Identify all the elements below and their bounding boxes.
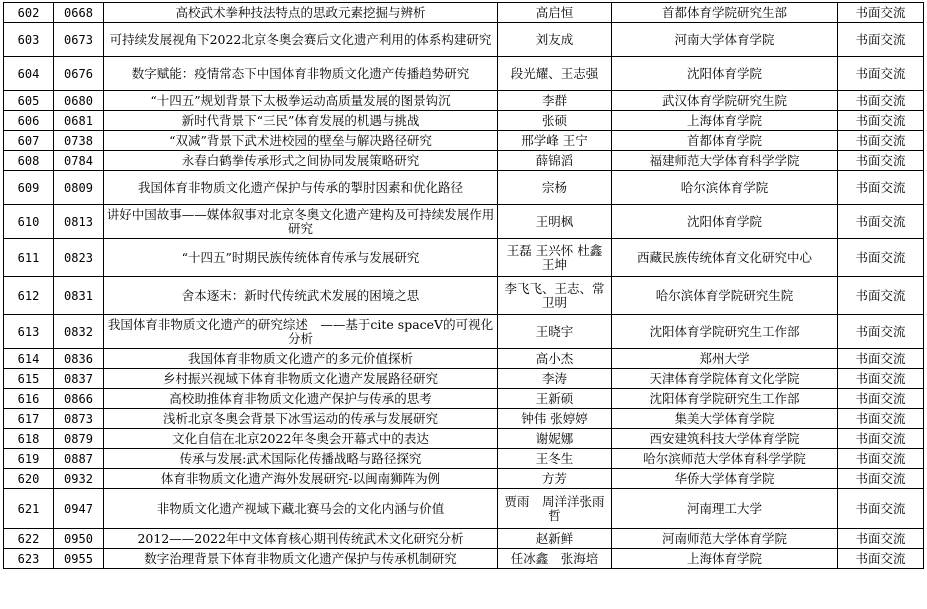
institution-cell: 河南师范大学体育学院 xyxy=(612,529,838,549)
institution-cell: 首都体育学院 xyxy=(612,131,838,151)
paper-title-cell: 我国体育非物质文化遗产的研究综述 ——基于cite spaceⅤ的可视化分析 xyxy=(104,315,498,349)
serial-number-cell: 610 xyxy=(4,205,54,239)
institution-cell: 西藏民族传统体育文化研究中心 xyxy=(612,239,838,277)
institution-cell: 沈阳体育学院 xyxy=(612,205,838,239)
author-cell: 钟伟 张婷婷 xyxy=(498,409,612,429)
paper-title-cell: “双减”背景下武术进校园的壁垒与解决路径研究 xyxy=(104,131,498,151)
serial-number-cell: 618 xyxy=(4,429,54,449)
paper-title-cell: 文化自信在北京2022年冬奥会开幕式中的表达 xyxy=(104,429,498,449)
institution-cell: 上海体育学院 xyxy=(612,549,838,569)
table-row xyxy=(4,469,924,489)
presentation-type-cell: 书面交流 xyxy=(838,429,924,449)
paper-title-cell: 舍本逐末：新时代传统武术发展的困境之思 xyxy=(104,277,498,315)
paper-code-cell: 0873 xyxy=(54,409,104,429)
serial-number-cell: 623 xyxy=(4,549,54,569)
paper-title-cell: 新时代背景下“三民”体育发展的机遇与挑战 xyxy=(104,111,498,131)
serial-number-cell: 622 xyxy=(4,529,54,549)
serial-number-cell: 605 xyxy=(4,91,54,111)
institution-cell: 集美大学体育学院 xyxy=(612,409,838,429)
institution-cell: 上海体育学院 xyxy=(612,111,838,131)
table-row xyxy=(4,549,924,569)
author-cell: 李涛 xyxy=(498,369,612,389)
author-cell: 高启恒 xyxy=(498,3,612,23)
paper-code-cell: 0955 xyxy=(54,549,104,569)
table-row xyxy=(4,409,924,429)
paper-code-cell: 0673 xyxy=(54,23,104,57)
table-row xyxy=(4,529,924,549)
table-row xyxy=(4,239,924,277)
presentation-type-cell: 书面交流 xyxy=(838,91,924,111)
paper-code-cell: 0831 xyxy=(54,277,104,315)
submission-table xyxy=(3,2,924,569)
author-cell: 张硕 xyxy=(498,111,612,131)
serial-number-cell: 614 xyxy=(4,349,54,369)
serial-number-cell: 608 xyxy=(4,151,54,171)
author-cell: 王冬生 xyxy=(498,449,612,469)
table-row xyxy=(4,151,924,171)
paper-title-cell: 传承与发展:武术国际化传播战略与路径探究 xyxy=(104,449,498,469)
table-row xyxy=(4,131,924,151)
presentation-type-cell: 书面交流 xyxy=(838,171,924,205)
table-row xyxy=(4,389,924,409)
presentation-type-cell: 书面交流 xyxy=(838,549,924,569)
table-row xyxy=(4,111,924,131)
institution-cell: 哈尔滨体育学院 xyxy=(612,171,838,205)
institution-cell: 哈尔滨体育学院研究生院 xyxy=(612,277,838,315)
table-row xyxy=(4,57,924,91)
author-cell: 高小杰 xyxy=(498,349,612,369)
institution-cell: 沈阳体育学院研究生工作部 xyxy=(612,389,838,409)
author-cell: 贾雨 周洋洋张雨哲 xyxy=(498,489,612,529)
serial-number-cell: 612 xyxy=(4,277,54,315)
presentation-type-cell: 书面交流 xyxy=(838,57,924,91)
paper-code-cell: 0836 xyxy=(54,349,104,369)
table-row xyxy=(4,429,924,449)
author-cell: 方芳 xyxy=(498,469,612,489)
institution-cell: 西安建筑科技大学体育学院 xyxy=(612,429,838,449)
paper-code-cell: 0887 xyxy=(54,449,104,469)
paper-title-cell: 讲好中国故事——媒体叙事对北京冬奥文化遗产建构及可持续发展作用研究 xyxy=(104,205,498,239)
presentation-type-cell: 书面交流 xyxy=(838,277,924,315)
presentation-type-cell: 书面交流 xyxy=(838,239,924,277)
institution-cell: 沈阳体育学院研究生工作部 xyxy=(612,315,838,349)
table-row xyxy=(4,23,924,57)
paper-code-cell: 0832 xyxy=(54,315,104,349)
paper-code-cell: 0809 xyxy=(54,171,104,205)
author-cell: 薛锦滔 xyxy=(498,151,612,171)
author-cell: 赵新鲜 xyxy=(498,529,612,549)
presentation-type-cell: 书面交流 xyxy=(838,389,924,409)
institution-cell: 武汉体育学院研究生院 xyxy=(612,91,838,111)
table-body xyxy=(4,3,924,569)
presentation-type-cell: 书面交流 xyxy=(838,131,924,151)
paper-code-cell: 0680 xyxy=(54,91,104,111)
serial-number-cell: 620 xyxy=(4,469,54,489)
institution-cell: 哈尔滨师范大学体育科学学院 xyxy=(612,449,838,469)
institution-cell: 沈阳体育学院 xyxy=(612,57,838,91)
serial-number-cell: 617 xyxy=(4,409,54,429)
paper-title-cell: 我国体育非物质文化遗产保护与传承的掣肘因素和优化路径 xyxy=(104,171,498,205)
author-cell: 任冰鑫 张海培 xyxy=(498,549,612,569)
paper-code-cell: 0668 xyxy=(54,3,104,23)
serial-number-cell: 602 xyxy=(4,3,54,23)
table-row xyxy=(4,205,924,239)
paper-title-cell: 高校武术拳种技法特点的思政元素挖掘与辨析 xyxy=(104,3,498,23)
table-row xyxy=(4,91,924,111)
presentation-type-cell: 书面交流 xyxy=(838,315,924,349)
presentation-type-cell: 书面交流 xyxy=(838,449,924,469)
presentation-type-cell: 书面交流 xyxy=(838,3,924,23)
author-cell: 谢妮娜 xyxy=(498,429,612,449)
serial-number-cell: 613 xyxy=(4,315,54,349)
paper-title-cell: 永春白鹤拳传承形式之间协同发展策略研究 xyxy=(104,151,498,171)
table-row xyxy=(4,489,924,529)
paper-title-cell: 可持续发展视角下2022北京冬奥会赛后文化遗产利用的体系构建研究 xyxy=(104,23,498,57)
presentation-type-cell: 书面交流 xyxy=(838,205,924,239)
institution-cell: 福建师范大学体育科学学院 xyxy=(612,151,838,171)
paper-code-cell: 0947 xyxy=(54,489,104,529)
table-row xyxy=(4,3,924,23)
institution-cell: 天津体育学院体育文化学院 xyxy=(612,369,838,389)
paper-title-cell: 数字赋能：疫情常态下中国体育非物质文化遗产传播趋势研究 xyxy=(104,57,498,91)
author-cell: 王明枫 xyxy=(498,205,612,239)
table-row xyxy=(4,449,924,469)
institution-cell: 河南大学体育学院 xyxy=(612,23,838,57)
paper-code-cell: 0681 xyxy=(54,111,104,131)
paper-code-cell: 0676 xyxy=(54,57,104,91)
presentation-type-cell: 书面交流 xyxy=(838,369,924,389)
paper-code-cell: 0950 xyxy=(54,529,104,549)
serial-number-cell: 611 xyxy=(4,239,54,277)
author-cell: 李飞飞、王志、常卫明 xyxy=(498,277,612,315)
presentation-type-cell: 书面交流 xyxy=(838,409,924,429)
paper-title-cell: 2012——2022年中文体育核心期刊传统武术文化研究分析 xyxy=(104,529,498,549)
author-cell: 刘友成 xyxy=(498,23,612,57)
paper-title-cell: 高校助推体育非物质文化遗产保护与传承的思考 xyxy=(104,389,498,409)
paper-title-cell: “十四五”规划背景下太极拳运动高质量发展的图景钩沉 xyxy=(104,91,498,111)
author-cell: 段光耀、王志强 xyxy=(498,57,612,91)
table-row xyxy=(4,349,924,369)
paper-code-cell: 0932 xyxy=(54,469,104,489)
presentation-type-cell: 书面交流 xyxy=(838,349,924,369)
paper-title-cell: 非物质文化遗产视域下藏北赛马会的文化内涵与价值 xyxy=(104,489,498,529)
author-cell: 王新硕 xyxy=(498,389,612,409)
author-cell: 宗杨 xyxy=(498,171,612,205)
paper-title-cell: 我国体育非物质文化遗产的多元价值探析 xyxy=(104,349,498,369)
author-cell: 邢学峰 王宁 xyxy=(498,131,612,151)
paper-code-cell: 0879 xyxy=(54,429,104,449)
paper-code-cell: 0738 xyxy=(54,131,104,151)
institution-cell: 首都体育学院研究生部 xyxy=(612,3,838,23)
paper-title-cell: 乡村振兴视域下体育非物质文化遗产发展路径研究 xyxy=(104,369,498,389)
paper-code-cell: 0837 xyxy=(54,369,104,389)
table-row xyxy=(4,277,924,315)
paper-code-cell: 0813 xyxy=(54,205,104,239)
paper-title-cell: 体育非物质文化遗产海外发展研究-以闽南狮阵为例 xyxy=(104,469,498,489)
paper-title-cell: 浅析北京冬奥会背景下冰雪运动的传承与发展研究 xyxy=(104,409,498,429)
presentation-type-cell: 书面交流 xyxy=(838,151,924,171)
serial-number-cell: 606 xyxy=(4,111,54,131)
institution-cell: 华侨大学体育学院 xyxy=(612,469,838,489)
presentation-type-cell: 书面交流 xyxy=(838,111,924,131)
presentation-type-cell: 书面交流 xyxy=(838,529,924,549)
paper-title-cell: “十四五”时期民族传统体育传承与发展研究 xyxy=(104,239,498,277)
institution-cell: 河南理工大学 xyxy=(612,489,838,529)
author-cell: 王磊 王兴怀 杜鑫 王坤 xyxy=(498,239,612,277)
serial-number-cell: 616 xyxy=(4,389,54,409)
paper-code-cell: 0784 xyxy=(54,151,104,171)
serial-number-cell: 604 xyxy=(4,57,54,91)
table-row xyxy=(4,369,924,389)
author-cell: 李群 xyxy=(498,91,612,111)
presentation-type-cell: 书面交流 xyxy=(838,489,924,529)
paper-code-cell: 0866 xyxy=(54,389,104,409)
presentation-type-cell: 书面交流 xyxy=(838,23,924,57)
institution-cell: 郑州大学 xyxy=(612,349,838,369)
paper-code-cell: 0823 xyxy=(54,239,104,277)
serial-number-cell: 621 xyxy=(4,489,54,529)
paper-title-cell: 数字治理背景下体育非物质文化遗产保护与传承机制研究 xyxy=(104,549,498,569)
presentation-type-cell: 书面交流 xyxy=(838,469,924,489)
serial-number-cell: 603 xyxy=(4,23,54,57)
table-row xyxy=(4,171,924,205)
serial-number-cell: 619 xyxy=(4,449,54,469)
author-cell: 王晓宇 xyxy=(498,315,612,349)
table-row xyxy=(4,315,924,349)
serial-number-cell: 609 xyxy=(4,171,54,205)
serial-number-cell: 607 xyxy=(4,131,54,151)
serial-number-cell: 615 xyxy=(4,369,54,389)
